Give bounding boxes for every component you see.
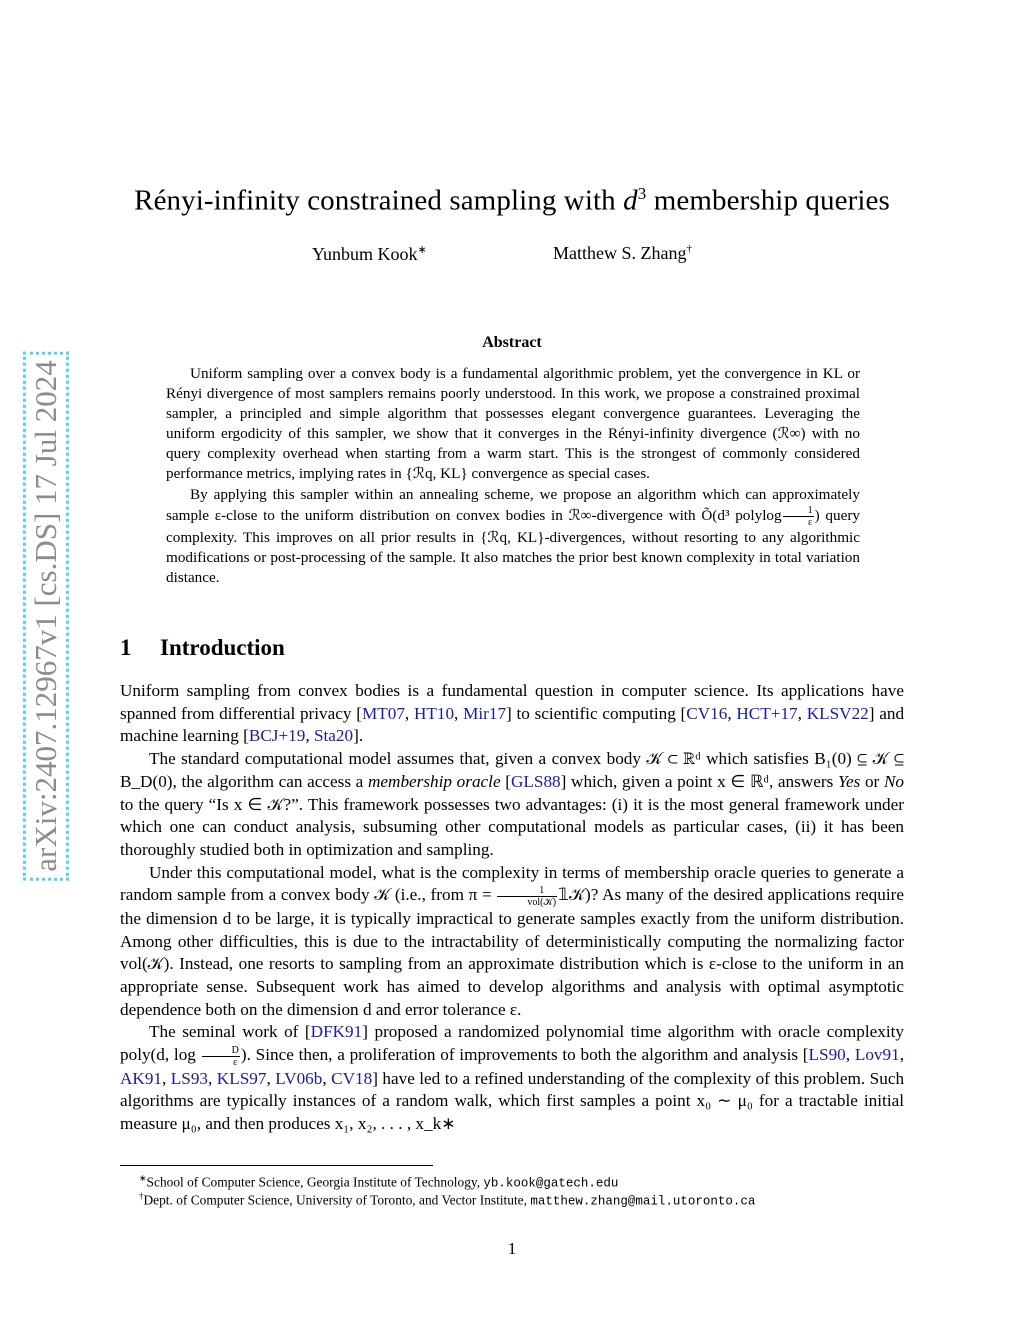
emphasis: membership oracle <box>367 771 501 791</box>
citation-link[interactable]: LS90 <box>808 1045 846 1065</box>
section-title: Introduction <box>160 635 285 660</box>
footnote-1 <box>139 1173 618 1190</box>
fraction <box>497 885 557 908</box>
citation-link[interactable]: DFK91 <box>310 1022 363 1042</box>
section-number: 1 <box>120 635 132 660</box>
citation-link[interactable]: GLS88 <box>510 771 561 791</box>
citation-link[interactable]: LV06b <box>275 1068 323 1088</box>
page-number: 1 <box>507 1239 517 1258</box>
footnote-2 <box>139 1191 755 1208</box>
author-name: Matthew S. Zhang <box>553 243 687 263</box>
fraction-numerator: D <box>202 1045 240 1057</box>
footnote-mark: † <box>139 1191 144 1201</box>
title-var: d <box>623 184 638 217</box>
citation-link[interactable]: KLS97 <box>216 1068 267 1088</box>
citation-link[interactable]: Sta20 <box>313 726 354 746</box>
fraction-denominator: ε <box>808 516 813 528</box>
citation-link[interactable]: CV16 <box>686 703 728 723</box>
citation-link[interactable]: KLSV22 <box>806 703 869 723</box>
fraction-denominator: vol(𝒦) <box>527 896 557 908</box>
abstract-paragraph-1: Uniform sampling over a convex body is a fundamental algorithmic problem, yet the convergence in KL or Rényi divergence of most samplers remains poorly understood. In this work, we propose a constrained proximal sampler, a principled and simple algorithm that possesses elegant convergence guarantees. Leveraging the uniform ergodicity of this sampler, we show that it converges in the Rényi-infinity divergence (ℛ∞) with no query complexity overhead when starting from a warm start. This is the strongest of commonly considered performance metrics, implying rates in {ℛq, KL} convergence as special cases. <box>166 365 860 483</box>
citation-link[interactable]: AK91 <box>120 1068 163 1088</box>
footnote-mark: ∗ <box>139 1173 147 1183</box>
citation-link[interactable]: CV18 <box>331 1068 373 1088</box>
introduction-body <box>120 680 904 1136</box>
citation-link[interactable]: HCT+17 <box>736 703 798 723</box>
footnote-text: Dept. of Computer Science, University of Toronto, and Vector Institute, <box>143 1192 531 1208</box>
fraction-numerator: 1 <box>783 505 814 517</box>
citation-link[interactable]: MT07 <box>361 703 405 723</box>
arxiv-sidebar <box>24 326 68 906</box>
citation-link[interactable]: HT10 <box>413 703 455 723</box>
fraction-denominator: ε <box>233 1056 238 1068</box>
email-link[interactable]: yb.kook@gatech.edu <box>483 1176 619 1191</box>
footnote-rule <box>120 1165 433 1166</box>
footnote-mark: ∗ <box>417 244 427 256</box>
title-exp: 3 <box>637 184 647 203</box>
footnote-mark: † <box>686 243 692 255</box>
footnote-text: School of Computer Science, Georgia Institute of Technology, <box>146 1174 484 1190</box>
citation-link[interactable]: Lov91 <box>854 1045 900 1065</box>
fraction <box>783 505 814 528</box>
author-name: Yunbum Kook <box>312 244 418 264</box>
citation-link[interactable]: BCJ+19 <box>248 726 306 746</box>
intro-paragraph-1: Uniform sampling from convex bodies is a fundamental question in computer science. Its applications have spanned from differential privacy [MT07, HT10, Mir17] to scientific computing [CV16, HCT+17, KLSV22] and machine learning [BCJ+19, Sta20]. <box>120 681 905 746</box>
arxiv-identifier[interactable]: arXiv:2407.12967v1 [cs.DS] 17 Jul 2024 <box>23 351 69 880</box>
complexity-math-close: ) <box>814 506 820 524</box>
title-main: Rényi-infinity constrained sampling with <box>134 184 624 217</box>
abstract-text: query complexity. This improves on all prior results in {ℛq, KL}-divergences, without resorting to any algorithmic modifications or post-processing of the sample. It also matches the prior best known complexity in total variation distance. <box>166 506 860 586</box>
abstract-paragraph-2 <box>166 485 860 588</box>
intro-paragraph-4: The seminal work of [DFK91] proposed a randomized polynomial time algorithm with oracle complexity poly(d, log $\frac{D}{\varepsilon}$ ). Since then, a proliferation of improvements to both the algorithm and analysis [LS90, Lov91, AK91, LS93, KLS97, LV06b, CV18] have led to a refined understanding of the complexity of this problem. Such algorithms are typically instances of a random walk, which first samples a point x₀ ∼ μ₀ for a tractable initial measure μ₀, and then produces x₁, x₂, . . . , x_k∗ <box>120 1022 905 1134</box>
paper-title <box>0 184 1024 218</box>
citation-link[interactable]: LS93 <box>170 1068 209 1088</box>
fraction <box>202 1045 240 1068</box>
title-rest: membership queries <box>646 184 890 217</box>
abstract-body <box>166 364 860 588</box>
author-2 <box>553 243 692 264</box>
citation-link[interactable]: Mir17 <box>463 703 507 723</box>
author-1 <box>312 243 427 265</box>
email-link[interactable]: matthew.zhang@mail.utoronto.ca <box>530 1194 756 1209</box>
abstract-heading: Abstract <box>482 334 542 351</box>
fraction-numerator: 1 <box>497 885 557 897</box>
complexity-math: Õ(d³ polylog <box>701 506 782 524</box>
intro-paragraph-3: Under this computational model, what is the complexity in terms of membership oracle queries to generate a random sample from a convex body 𝒦 (i.e., from π = $\frac{1}{\text{vol(𝒦)}}$ 𝟙𝒦)? As many of the desired applications require the dimension d to be large, it is typically impractical to generate samples exactly from the uniform distribution. Among other difficulties, this is due to the intractability of deterministically computing the normalizing factor vol(𝒦). Instead, one resorts to sampling from an approximate distribution which is ε-close to the uniform in an appropriate sense. Subsequent work has aimed to develop algorithms and analysis with optimal asymptotic dependence both on the dimension d and error tolerance ε. <box>120 862 905 1019</box>
abstract-text: By applying this sampler within an annealing scheme, we propose an algorithm which can approximately sample ε-close to the uniform distribution on convex bodies in ℛ∞-divergence with <box>166 485 860 524</box>
intro-paragraph-2: The standard computational model assumes that, given a convex body 𝒦 ⊂ ℝᵈ which satisfies B₁(0) ⊆ 𝒦 ⊆ B_D(0), the algorithm can access a membership oracle [GLS88] which, given a point x ∈ ℝᵈ, answers Yes or No to the query “Is x ∈ 𝒦?”. This framework possesses two advantages: (i) it is the most general framework under which one can conduct analysis, subsuming other computational models as particular cases, (ii) it has been thoroughly studied both in optimization and sampling. <box>120 749 904 859</box>
author-list <box>0 243 1024 269</box>
section-heading <box>120 635 285 661</box>
